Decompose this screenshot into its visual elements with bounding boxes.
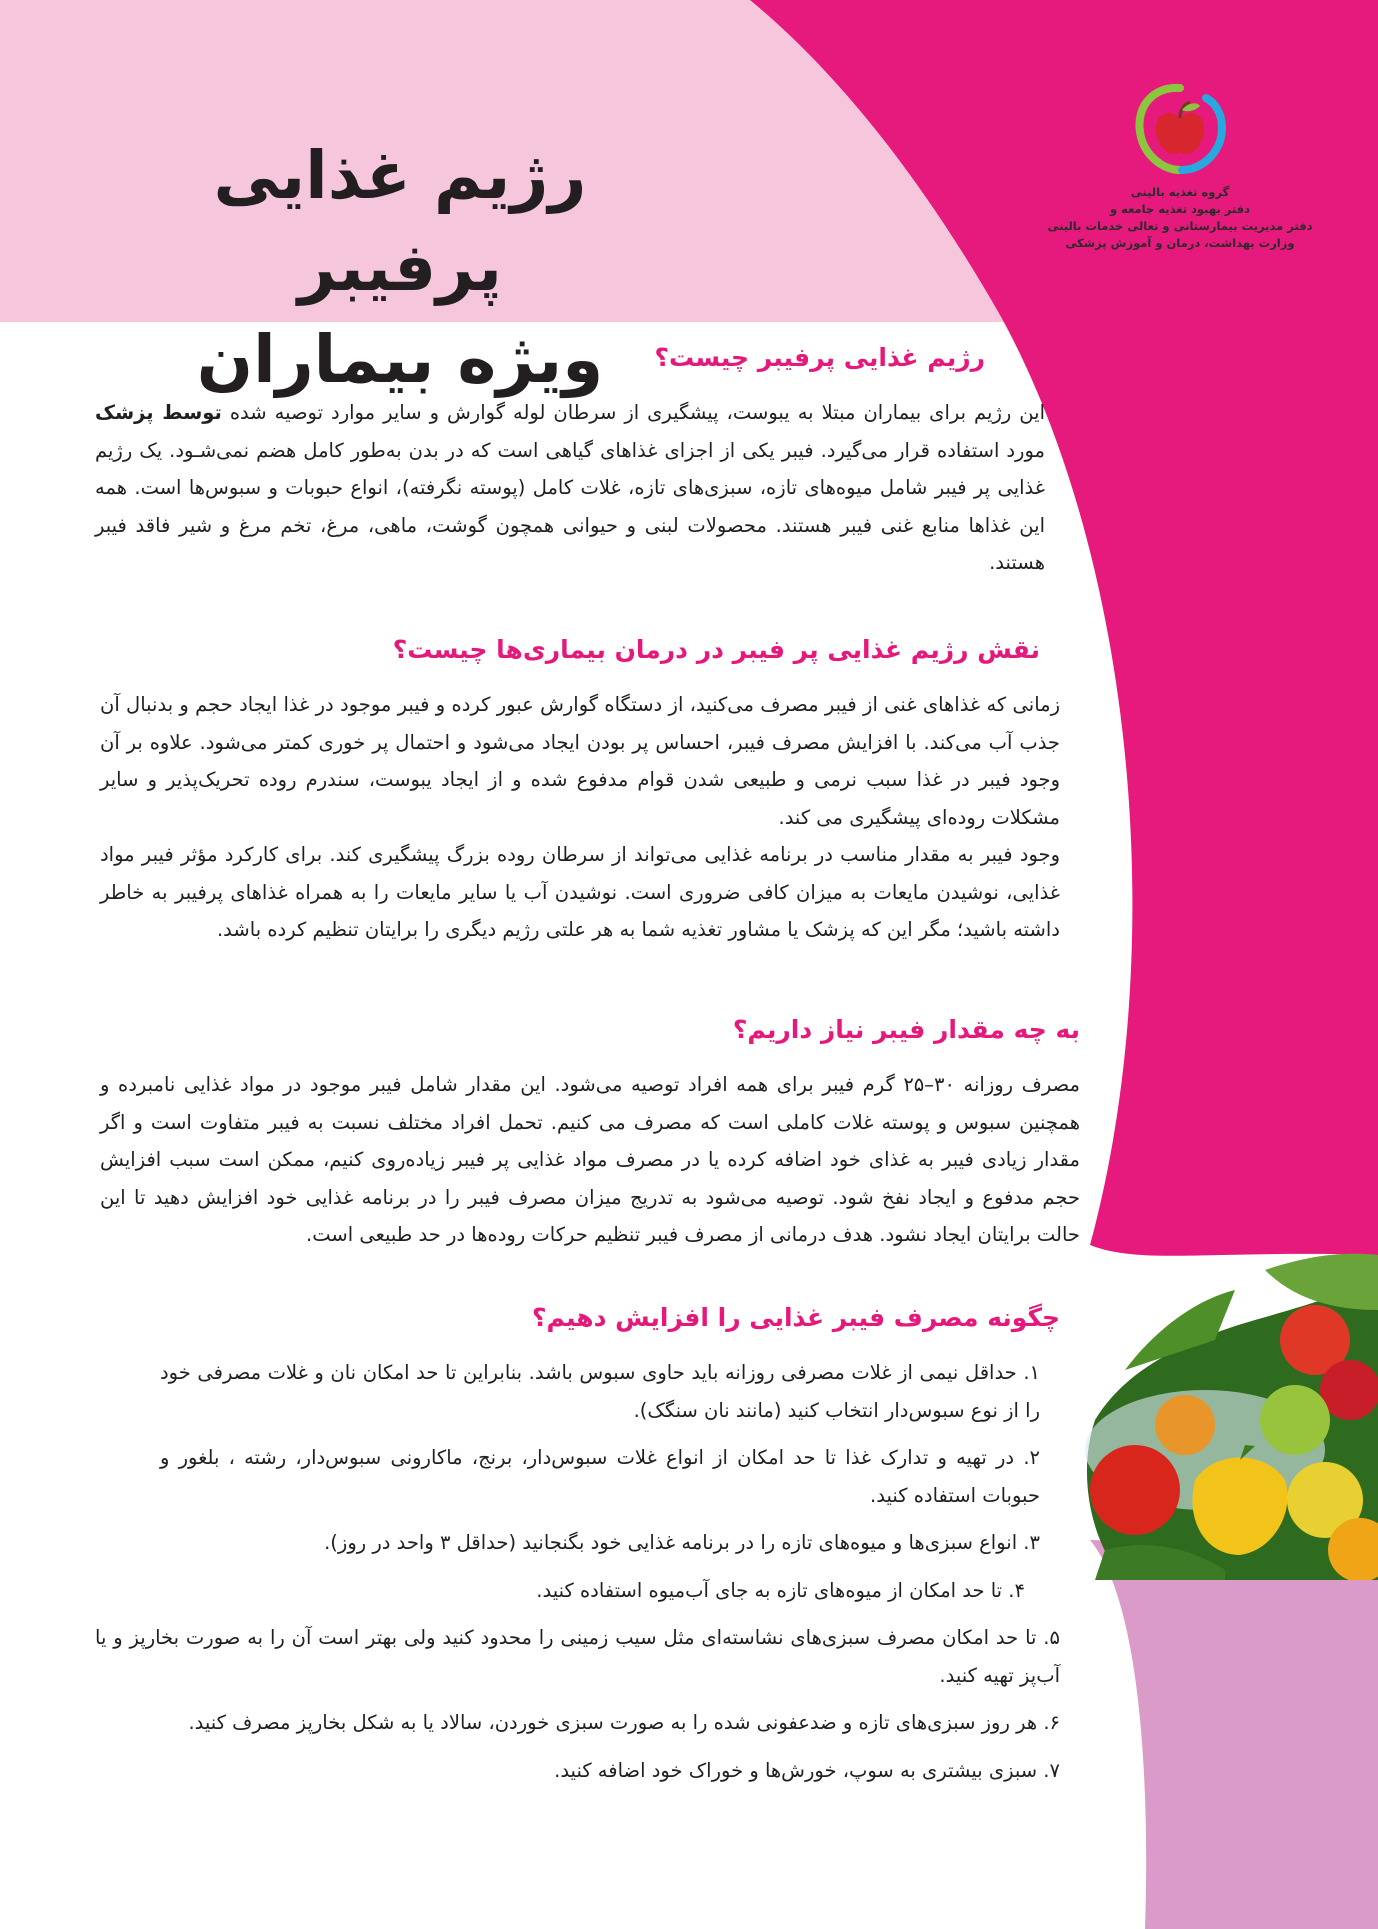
org-line-3: دفتر مدیریت بیمارستانی و تعالی خدمات بالینی xyxy=(1047,219,1313,233)
section-heading: نقش رژیم غذایی پر فیبر در درمان بیماری‌ها چیست؟ xyxy=(392,635,1040,664)
list-item: ۳. انواع سبزی‌ها و میوه‌های تازه را در برنامه غذایی خود بگنجانید (حداقل ۳ واحد در روز). xyxy=(324,1531,1040,1554)
list-item: ۵. تا حد امکان مصرف سبزی‌های نشاسته‌ای مثل سیب زمینی را محدود کنید ولی بهتر است آن را به صورت بخارپز و یا آب‌پز تهیه کنید. xyxy=(95,1626,1060,1687)
bold-text: توسط پزشک xyxy=(95,401,222,424)
title-line-1: رژیم غذایی پرفیبر xyxy=(213,137,587,306)
org-line-1: گروه تغذیه بالینی xyxy=(1130,185,1230,199)
section-how-much-fiber xyxy=(100,1012,1080,1254)
list-item: ۴. تا حد امکان از میوه‌های تازه به جای آب‌میوه استفاده کنید. xyxy=(536,1578,1025,1602)
section-heading: به چه مقدار فیبر نیاز داریم؟ xyxy=(732,1015,1080,1044)
title-line-2: ویژه بیماران xyxy=(196,321,604,398)
list-item: ۷. سبزی بیشتری به سوپ، خورش‌ها و خوراک خود اضافه کنید. xyxy=(554,1758,1060,1782)
section-increase-fiber xyxy=(95,1300,1060,1799)
list-item: ۱. حداقل نیمی از غلات مصرفی روزانه باید حاوی سبوس باشد. بنابراین تا حد امکان نان و غلات مصرفی خود را از نوع سبوس‌دار انتخاب کنید (مانند نان سنگک). xyxy=(160,1361,1040,1422)
org-line-4: وزارت بهداشت، درمان و آموزش پزشکی xyxy=(1065,236,1295,250)
section-heading: رژیم غذایی پرفیبر چیست؟ xyxy=(654,343,985,372)
section-paragraph: زمانی که غذاهای غنی از فیبر مصرف می‌کنید، از دستگاه گوارش عبور کرده و فیبر موجود در غذا ایجاد حجم و بدنبال آن جذب آب می‌کند. با افزایش مصرف فیبر، احساس پر بودن ایجاد می‌شود و احتمال پر خوری کمتر می‌شود. علاوه بر آن وجود فیبر در غذا سبب نرمی و طبیعی شدن قوام مدفوع شده و از ایجاد یبوست، سندرم روده تحریک‌پذیر و سایر مشکلات روده‌ای پیشگیری می کند. xyxy=(100,693,1060,829)
paragraph-text: مورد استفاده قرار می‌گیرد. فیبر یکی از اجزای غذاهای گیاهی است که در بدن به‌طور کامل هضم نمی‌شـود. یک رژیم غذایی پر فیبر شامل میوه‌های تازه، سبزی‌های تازه، غلات کامل (پوسته نگرفته)، انواع حبوبات و سبوس‌ها است. همه این غذاها منابع غنی فیبر هستند. محصولات لبنی و حیوانی همچون گوشت، ماهی، مرغ، تخم مرغ و شیر فاقد فیبر هستند. xyxy=(95,438,1045,574)
pink-lower-panel xyxy=(1090,1540,1378,1929)
paragraph-text: این رژیم برای بیماران مبتلا به یبوست، پیشگیری از سرطان لوله گوارش و سایر موارد توصیه شده xyxy=(221,401,1045,424)
apple-logo-icon xyxy=(1130,82,1230,174)
section-what-is-high-fiber-diet xyxy=(95,340,1045,582)
organization-logo-block xyxy=(1030,82,1330,252)
org-line-2: دفتر بهبود تغذیه جامعه و xyxy=(1109,202,1251,216)
section-paragraph: مصرف روزانه ۳۰–۲۵ گرم فیبر برای همه افراد توصیه می‌شود. این مقدار شامل فیبر موجود در مواد غذایی نامبرده و همچنین سبوس و پوسته غلات کاملی است که مصرف می کنیم. تحمل افراد مختلف نسبت به فیبر متفاوت است و اگر مقدار زیادی فیبر به غذای خود اضافه کرده یا در مصرف مواد غذایی پر فیبر زیاده‌روی کنیم، ممکن است سبب افزایش حجم مدفوع و ایجاد نفخ شود. توصیه می‌شود به تدریج میزان مصرف فیبر را در برنامه غذایی خود افزایش دهید تا این حالت برایتان ایجاد نشود. هدف درمانی از مصرف فیبر تنظیم حرکات روده‌ها در حد طبیعی است. xyxy=(100,1073,1080,1246)
list-item: ۶. هر روز سبزی‌های تازه و ضدعفونی شده را به صورت سبزی خوردن، سالاد یا به شکل بخارپز مصرف کنید. xyxy=(188,1711,1060,1734)
vegetables-fruits-image xyxy=(1065,1250,1378,1580)
section-paragraph xyxy=(95,394,1045,582)
section-paragraph: وجود فیبر به مقدار مناسب در برنامه غذایی می‌تواند از سرطان روده بزرگ پیشگیری کند. برای کارکرد مؤثر فیبر مواد غذایی، نوشیدن مایعات به میزان کافی ضروری است. نوشیدن آب یا سایر مایعات را به همراه غذاهای پرفیبر به خاطر داشته باشید؛ مگر این که پزشک یا مشاور تغذیه شما به هر علتی رژیم دیگری را برایتان تنظیم کرده باشد. xyxy=(100,843,1060,941)
section-role-in-treatment xyxy=(100,632,1060,949)
list-item: ۲. در تهیه و تدارک غذا تا حد امکان از انواع غلات سبوس‌دار، برنج، ماکارونی سبوس‌دار، رشته ، بلغور و حبوبات استفاده کنید. xyxy=(160,1446,1040,1507)
tips-list xyxy=(95,1354,1060,1789)
section-heading: چگونه مصرف فیبر غذایی را افزایش دهیم؟ xyxy=(531,1303,1060,1332)
